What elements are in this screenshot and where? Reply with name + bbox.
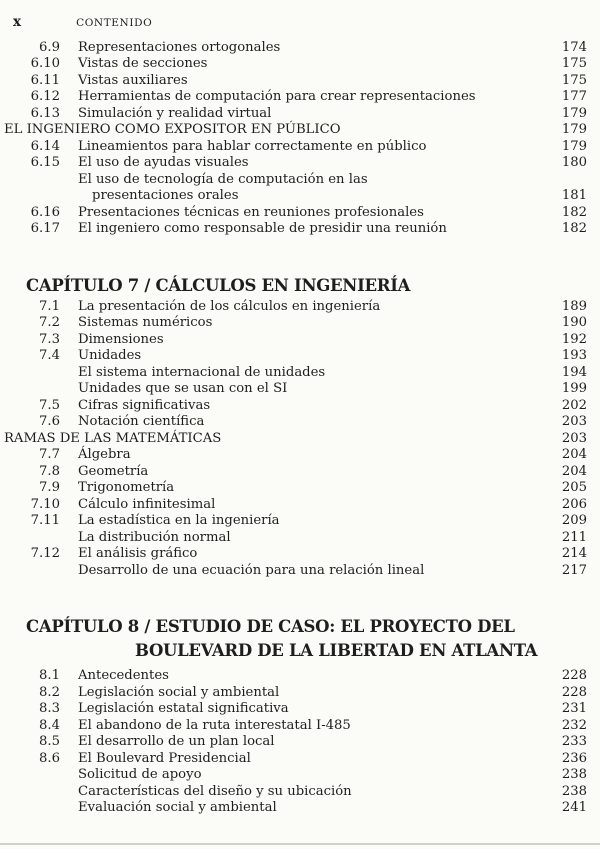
entry-page: 238 — [561, 783, 587, 799]
entry-page: 175 — [561, 56, 587, 71]
entry-page: 179 — [561, 105, 587, 121]
entry-page: 228 — [561, 668, 587, 683]
entry-number: 6.14 — [30, 138, 60, 154]
entry-title: Herramientas de computación para crear representaciones — [78, 89, 476, 104]
toc-entry — [4, 205, 587, 222]
entry-page: 241 — [561, 800, 587, 815]
entry-title: Notación científica — [78, 414, 205, 429]
chapter-title: CAPÍTULO 8 / ESTUDIO DE CASO: EL PROYECTO DEL — [26, 617, 515, 636]
toc-entry — [4, 751, 587, 768]
entry-number: 7.9 — [39, 480, 60, 495]
toc-entry — [4, 513, 587, 530]
entry-page: 209 — [561, 513, 587, 528]
entry-title: Vistas auxiliares — [78, 72, 188, 88]
entry-title: Unidades que se usan con el SI — [78, 381, 288, 396]
entry-title: Legislación estatal significativa — [78, 701, 289, 716]
entry-number: 6.9 — [39, 39, 60, 55]
toc-sub-entry — [4, 381, 587, 398]
entry-title: Representaciones ortogonales — [78, 39, 281, 55]
toc-entry — [4, 348, 587, 365]
toc-entry — [4, 734, 587, 751]
toc-sub-entry — [4, 172, 587, 189]
entry-title: El uso de ayudas visuales — [78, 155, 249, 170]
toc-sub-entry — [4, 365, 587, 382]
chapter-title: CAPÍTULO 7 / CÁLCULOS EN INGENIERÍA — [26, 275, 411, 295]
entry-number: 8.3 — [39, 701, 60, 716]
toc-entry — [4, 221, 587, 238]
toc-entry — [4, 73, 587, 90]
toc-entry — [4, 497, 587, 514]
toc-entry — [4, 685, 587, 702]
toc-entry — [4, 464, 587, 481]
entry-page: 179 — [561, 122, 587, 137]
entry-number: 6.17 — [30, 221, 60, 236]
entry-page: 193 — [561, 348, 587, 363]
entry-page: 203 — [561, 430, 587, 446]
toc-section-header — [4, 122, 587, 139]
entry-title: La distribución normal — [78, 529, 231, 545]
toc-entry — [4, 299, 587, 316]
running-head: CONTENIDO — [76, 17, 153, 29]
chapter-title: BOULEVARD DE LA LIBERTAD EN ATLANTA — [135, 641, 538, 660]
entry-number: 7.12 — [30, 546, 60, 561]
toc-section-header — [4, 431, 587, 448]
entry-page: 206 — [561, 496, 587, 512]
entry-page: 233 — [561, 734, 587, 749]
entry-number: 7.11 — [30, 513, 60, 528]
entry-title: El sistema internacional de unidades — [78, 364, 326, 380]
toc-entry — [4, 414, 587, 431]
entry-number: 6.13 — [30, 105, 60, 121]
entry-title: El ingeniero como responsable de presidir una reunión — [78, 221, 447, 236]
entry-title: La presentación de los cálculos en ingeniería — [78, 298, 381, 314]
entry-page: 174 — [561, 39, 587, 55]
entry-title: Sistemas numéricos — [78, 315, 213, 330]
toc-entry — [4, 89, 587, 106]
entry-page: 194 — [561, 364, 587, 380]
entry-page: 238 — [561, 767, 587, 782]
entry-page: 179 — [561, 138, 587, 154]
entry-page: 217 — [561, 562, 587, 578]
chapter-heading-line2 — [117, 640, 587, 661]
entry-page: 205 — [561, 480, 587, 495]
entry-page: 177 — [561, 89, 587, 104]
entry-number: 6.15 — [30, 155, 60, 170]
entry-title: Antecedentes — [78, 668, 169, 683]
entry-number: 7.7 — [39, 447, 60, 462]
toc-entry — [4, 718, 587, 735]
toc-entry — [4, 480, 587, 497]
entry-number: 7.6 — [39, 414, 60, 429]
entry-number: 8.6 — [39, 750, 60, 766]
toc-sub-entry — [4, 767, 587, 784]
entry-number: 7.10 — [30, 496, 60, 512]
entry-title: Cifras significativas — [78, 397, 211, 413]
entry-page: 231 — [561, 701, 587, 716]
entry-title: presentaciones orales — [92, 188, 239, 203]
toc-entry — [4, 398, 587, 415]
entry-number: 8.4 — [39, 717, 60, 733]
entry-title: El Boulevard Presidencial — [78, 750, 251, 766]
entry-page: 175 — [561, 72, 587, 88]
entry-number: 6.16 — [30, 204, 60, 220]
entry-page: 180 — [561, 155, 587, 170]
entry-page: 204 — [561, 447, 587, 462]
entry-title: Dimensiones — [78, 331, 164, 347]
entry-title: Álgebra — [78, 447, 131, 462]
entry-page: 214 — [561, 546, 587, 561]
toc-sub-entry — [4, 800, 587, 817]
entry-title: El abandono de la ruta interestatal I-485 — [78, 717, 351, 733]
entry-title: Simulación y realidad virtual — [78, 105, 272, 121]
entry-title: EL INGENIERO COMO EXPOSITOR EN PÚBLICO — [4, 122, 341, 137]
entry-title: Lineamientos para hablar correctamente en público — [78, 138, 427, 154]
chapter-heading — [8, 616, 587, 637]
entry-title: Vistas de secciones — [78, 56, 208, 71]
entry-title: Evaluación social y ambiental — [78, 800, 277, 815]
toc-entry — [4, 668, 587, 685]
entry-title: Desarrollo de una ecuación para una relación lineal — [78, 562, 425, 578]
toc-sub-entry — [4, 563, 587, 580]
entry-page: 181 — [561, 188, 587, 203]
toc-entry — [4, 546, 587, 563]
entry-number: 6.11 — [30, 72, 60, 88]
entry-page: 236 — [561, 750, 587, 766]
toc-entry — [4, 701, 587, 718]
entry-title: El análisis gráfico — [78, 546, 198, 561]
entry-title: Trigonometría — [78, 480, 175, 495]
entry-number: 7.3 — [39, 331, 60, 347]
entry-number: 7.4 — [39, 348, 60, 363]
entry-title: Cálculo infinitesimal — [78, 496, 216, 512]
toc-entry — [4, 106, 587, 123]
entry-title: Características del diseño y su ubicación — [78, 783, 352, 799]
entry-page: 211 — [561, 529, 587, 545]
chapter-heading — [8, 275, 587, 296]
toc-entry — [4, 155, 587, 172]
entry-title: RAMAS DE LAS MATEMÁTICAS — [4, 430, 222, 446]
entry-number: 7.1 — [39, 298, 60, 314]
toc-entry — [4, 139, 587, 156]
toc-entry — [4, 56, 587, 73]
entry-page: 190 — [561, 315, 587, 330]
entry-title: Solicitud de apoyo — [78, 767, 202, 782]
toc-sub-entry — [4, 530, 587, 547]
entry-page: 182 — [561, 221, 587, 236]
entry-title: El desarrollo de un plan local — [78, 734, 275, 749]
entry-number: 7.5 — [39, 397, 60, 413]
entry-number: 6.12 — [30, 89, 60, 104]
entry-number: 6.10 — [30, 56, 60, 71]
entry-number: 7.2 — [39, 315, 60, 330]
entry-number: 8.1 — [39, 668, 60, 683]
entry-title: La estadística en la ingeniería — [78, 513, 280, 528]
toc-entry — [4, 332, 587, 349]
entry-title: El uso de tecnología de computación en las — [78, 171, 368, 187]
entry-page: 204 — [561, 463, 587, 479]
entry-page: 203 — [561, 414, 587, 429]
toc-entry — [4, 40, 587, 57]
toc-sub-entry — [4, 784, 587, 801]
entry-number: 8.2 — [39, 684, 60, 700]
toc-entry — [4, 447, 587, 464]
entry-title: Presentaciones técnicas en reuniones profesionales — [78, 204, 424, 220]
entry-page: 189 — [561, 298, 587, 314]
entry-page: 192 — [561, 331, 587, 347]
entry-page: 199 — [561, 381, 587, 396]
entry-page: 202 — [561, 397, 587, 413]
entry-number: 8.5 — [39, 734, 60, 749]
entry-page: 232 — [561, 717, 587, 733]
entry-number: 7.8 — [39, 463, 60, 479]
entry-title: Unidades — [78, 348, 142, 363]
toc-entry — [4, 315, 587, 332]
entry-page: 228 — [561, 684, 587, 700]
page-header — [13, 14, 587, 32]
entry-title: Geometría — [78, 463, 149, 479]
page-folio: x — [13, 14, 22, 30]
toc — [4, 40, 587, 817]
entry-page: 182 — [561, 204, 587, 220]
toc-sub-entry-continuation — [4, 188, 587, 205]
entry-title: Legislación social y ambiental — [78, 684, 280, 700]
